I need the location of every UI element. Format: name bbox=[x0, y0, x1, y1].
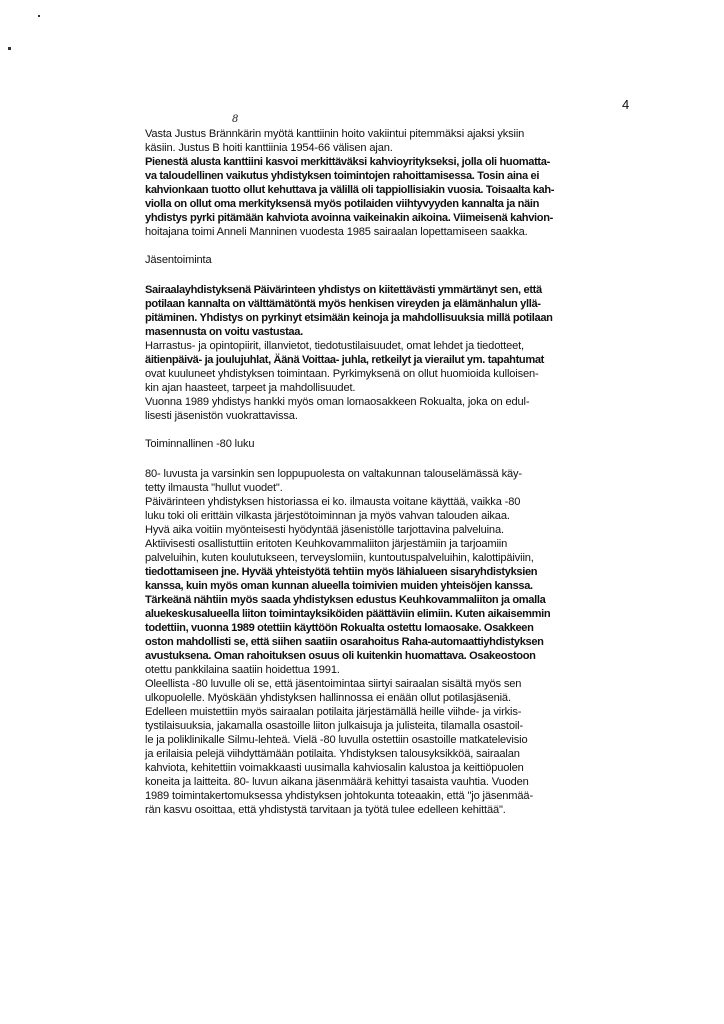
text-line: 80- luvusta ja varsinkin sen loppupuolesta on valtakunnan talouselämässä käy- bbox=[145, 468, 522, 480]
text-line: koneita ja laitteita. 80- luvun aikana jäsenmäärä kehittyi tasaista vauhtia. Vuoden bbox=[145, 776, 529, 788]
text-line: avustuksena. Oman rahoituksen osuus oli kuitenkin huomattava. Osakeostoon bbox=[145, 650, 536, 662]
text-line: palveluihin, kuten koulutukseen, terveyslomiin, kuntoutuspalveluihin, kalottipäiviin, bbox=[145, 552, 534, 564]
text-line: masennusta on voitu vastustaa. bbox=[145, 326, 303, 338]
text-line: ja erilaisia pelejä viihdyttämään potilaita. Yhdistyksen talousyksikköä, sairaalan bbox=[145, 748, 520, 760]
document-section bbox=[145, 239, 645, 423]
text-line: Vuonna 1989 yhdistys hankki myös oman lomaosakkeen Rokualta, joka on edul- bbox=[145, 396, 530, 408]
text-line: Aktiivisesti osallistuttiin eritoten Keuhkovammaliiton järjestämiin ja tarjoamiin bbox=[145, 538, 508, 550]
text-line: Edelleen muistettiin myös sairaalan potilaita järjestämällä heille viihde- ja virkis- bbox=[145, 706, 522, 718]
page-number: 4 bbox=[622, 97, 630, 112]
text-line: ovat kuuluneet yhdistyksen toimintaan. Pyrkimyksenä on ollut huomioida kulloisen- bbox=[145, 368, 539, 380]
document-section bbox=[145, 127, 645, 239]
text-line: aluekeskusalueella liiton toimintayksiköiden päättäviin elimiin. Kuten aikaisemmin bbox=[145, 608, 551, 620]
text-line: äitienpäivä- ja joulujuhlat, Äänä Voittaa- juhla, retkeilyt ja vierailut ym. tapahtumat bbox=[145, 354, 545, 366]
text-line: Vasta Justus Brännkärin myötä kanttiinin hoito vakiintui pitemmäksi ajaksi yksiin bbox=[145, 128, 525, 140]
text-line: kahviota, kehitettiin voimakkaasti uusimalla kahviosalin kalustoa ja keittiöpuolen bbox=[145, 762, 524, 774]
text-line: otettu pankkilaina saatiin hoidettua 1991. bbox=[145, 664, 340, 676]
text-line: Hyvä aika voitiin myönteisesti hyödyntää jäsenistölle tarjottavina palveluina. bbox=[145, 524, 504, 536]
text-line: le ja poliklinikalle Silmu-lehteä. Vielä -80 luvulla ostettiin osastoille matkatelevisio bbox=[145, 734, 528, 746]
text-line: Tärkeänä nähtiin myös saada yhdistyksen edustus Keuhkovammaliiton ja omalla bbox=[145, 594, 546, 606]
text-line: Päivärinteen yhdistyksen historiassa ei ko. ilmausta voitane käyttää, vaikka -80 bbox=[145, 496, 521, 508]
text-line: kin ajan haasteet, tarpeet ja mahdollisuudet. bbox=[145, 382, 356, 394]
text-line: tystilaisuuksia, jakamalla osastoille liiton julkaisuja ja julisteita, tilamalla osastoil- bbox=[145, 720, 524, 732]
text-line: Pienestä alusta kanttiini kasvoi merkittäväksi kahvioyritykseksi, jolla oli huomatta- bbox=[145, 156, 550, 168]
text-line: kahvionkaan tuotto ollut kehuttava ja välillä oli tappiollisiakin vuosia. Toisaalta kah- bbox=[145, 184, 555, 196]
text-line: potilaan kannalta on välttämätöntä myös henkisen vireyden ja elämänhalun yllä- bbox=[145, 298, 541, 310]
text-line: käsiin. Justus B hoiti kanttiinia 1954-66 välisen ajan. bbox=[145, 142, 393, 154]
scan-speck bbox=[38, 15, 40, 17]
text-line: tetty ilmausta "hullut vuodet". bbox=[145, 482, 283, 494]
section-heading: Toiminnallinen -80 luku bbox=[145, 438, 255, 450]
text-line: pitäminen. Yhdistys on pyrkinyt etsimään keinoja ja mahdollisuuksia millä potilaan bbox=[145, 312, 553, 324]
text-line: 1989 toimintakertomuksessa yhdistyksen johtokunta toteaakin, että "jo jäsenmää- bbox=[145, 790, 533, 802]
text-line: luku toki oli erittäin vilkasta järjestötoiminnan ja myös vahvan talouden aikaa. bbox=[145, 510, 510, 522]
text-line: todettiin, vuonna 1989 otettiin käyttöön Rokualta ostettu lomaosake. Osakkeen bbox=[145, 622, 534, 634]
section-heading: Jäsentoiminta bbox=[145, 254, 212, 266]
text-line: Oleellista -80 luvulle oli se, että jäsentoimintaa siirtyi sairaalan sisältä myös sen bbox=[145, 678, 522, 690]
text-line: kanssa, kuin myös oman kunnan alueella toimivien muiden yhteisöjen kanssa. bbox=[145, 580, 533, 592]
document-body bbox=[145, 127, 645, 817]
handwritten-mark: 8 bbox=[232, 114, 239, 125]
text-line: hoitajana toimi Anneli Manninen vuodesta 1985 sairaalan lopettamiseen saakka. bbox=[145, 226, 528, 238]
text-line: rän kasvu osoittaa, että yhdistystä tarvitaan ja työtä tulee edelleen kehittää". bbox=[145, 804, 506, 816]
text-line: yhdistys pyrki pitämään kahviota avoinna vaikeinakin aikoina. Viimeisenä kahvion- bbox=[145, 212, 553, 224]
text-line: oston mahdollisti se, että siihen saatiin osarahoitus Raha-automaattiyhdistyksen bbox=[145, 636, 544, 648]
text-line: va taloudellinen vaikutus yhdistyksen toimintojen rahoittamisessa. Tosin aina ei bbox=[145, 170, 540, 182]
document-section bbox=[145, 423, 645, 817]
text-line: tiedottamiseen jne. Hyvää yhteistyötä tehtiin myös lähialueen sisaryhdistyksien bbox=[145, 566, 538, 578]
text-line: violla on ollut oma merkityksensä myös potilaiden viihtyvyyden kannalta ja näin bbox=[145, 198, 540, 210]
scan-speck bbox=[8, 47, 11, 50]
text-line: Harrastus- ja opintopiirit, illanvietot, tiedotustilaisuudet, omat lehdet ja tiedotteet, bbox=[145, 340, 524, 352]
text-line: lisesti jäsenistön vuokrattavissa. bbox=[145, 410, 298, 422]
text-line: ulkopuolelle. Myöskään yhdistyksen hallinnossa ei enään ollut potilasjäseniä. bbox=[145, 692, 511, 704]
text-line: Sairaalayhdistyksenä Päivärinteen yhdistys on kiitettävästi ymmärtänyt sen, että bbox=[145, 284, 542, 296]
